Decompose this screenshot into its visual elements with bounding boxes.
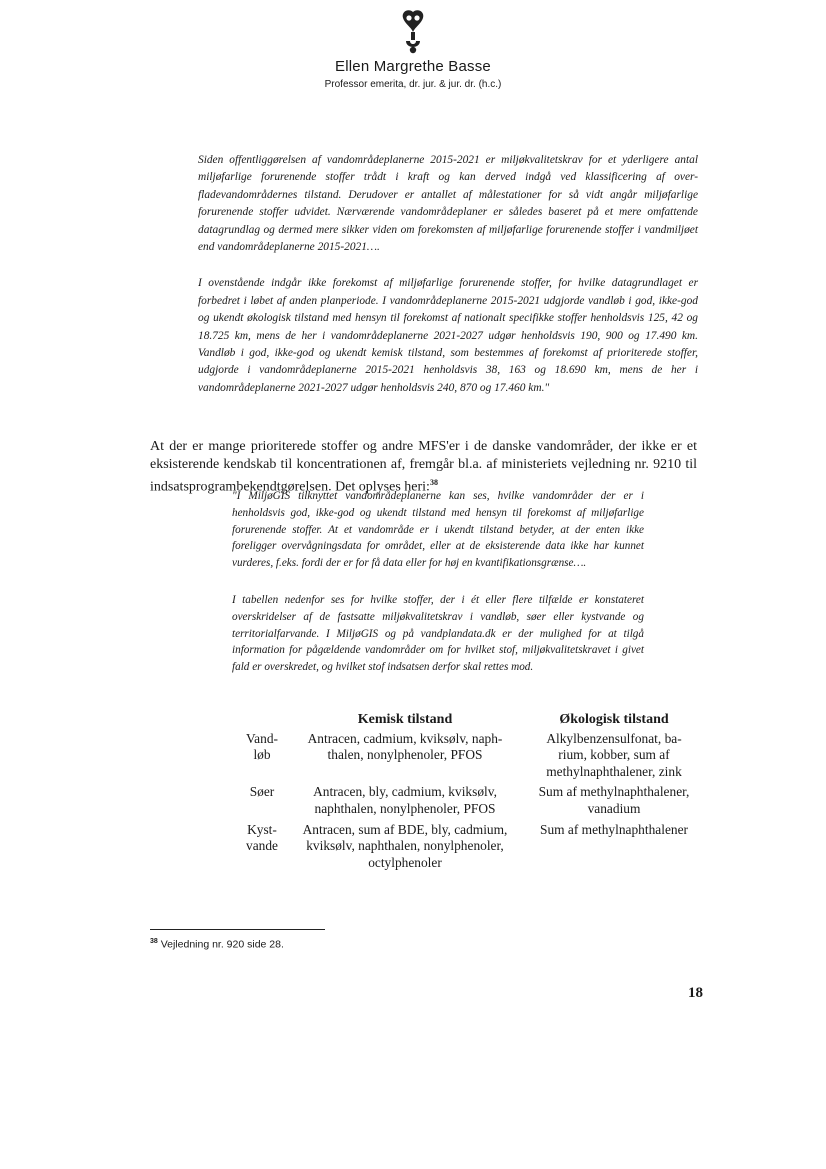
footnote-reference: 38 (429, 478, 438, 488)
row-header-cell: Vand- løb (246, 730, 278, 763)
quote-paragraph: Siden offentliggørelsen af vandområdeplanerne 2015-2021 er miljøkvalitetskrav for et yderligere antal miljøfarlige forurenende stoffer trådt i kraft og kan derved indgå ved klassificering af over-fladevandområdernes tilstand. Derudover er antallet af målestationer for så vidt angår miljøfarlige forurenende stoffer udvidet. Nærværende vandområdeplaner er således baseret på et mere omfattende datagrundlag og dermed mere sikker viden om forekomsten af miljøfarlige forurenende stoffer i vandmiljøet end vandområdeplanerne 2015-2021…. (198, 154, 698, 254)
page-number: 18 (688, 985, 703, 1001)
table-cell: Antracen, cadmium, kviksølv, naph- thalen, nonylphenoler, PFOS (307, 730, 503, 763)
quote-paragraph: "I MiljøGIS tilknyttet vandområdeplanerne kan ses, hvilke vandområder der er i henholdsvis god, ikke-god og ukendt tilstand med hensyn til forekomst af miljøfarlige forurenende stoffer. At et vandområde er i ukendt tilstand betyder, at der enten ikke foreligger overvågningsdata for området, eller at de eksisterende data ikke har kunnet vurderes, f.eks. fordi der er for få data eller for høj en kvantifikationsgrænse…. (232, 490, 644, 570)
row-header-cell: Kyst- vande (246, 821, 278, 854)
author-name: Ellen Margrethe Basse (335, 58, 491, 75)
block-quote-guidance (232, 488, 644, 676)
table-cell: Antracen, bly, cadmium, kviksølv, naphthalen, nonylphenoler, PFOS (313, 784, 497, 816)
table-row (236, 822, 706, 876)
monogram-logo-icon (397, 8, 429, 56)
body-text: At der er mange prioriterede stoffer og andre MFS'er i de danske vandområder, der ikke er et eksisterende kendskab til koncentrationen af, fremgår bl.a. af ministeriets vejledning nr. 9210 til indsatsprogrambekendtgørelsen. Det oplyses heri: (150, 439, 697, 496)
table-cell: Alkylbenzensulfonat, ba- rium, kobber, sum af methylnaphthalener, zink (546, 730, 682, 779)
quote-paragraph: I tabellen nedenfor ses for hvilke stoffer, der i ét eller flere tilfælde er konstateret overskridelser af de fastsatte miljøkvalitetskrav i vandløb, søer eller kystvande og territorialfarvande. I MiljøGIS og på vandplandata.dk er der mulighed for at tilgå information for pågældende vandområder om for hvilket stof, miljøkvalitetskravet i givet fald er overskredet, og hvilket stof indsatsen derfor skal rettes mod. (232, 593, 644, 674)
table-row (236, 784, 706, 821)
quote-paragraph: I ovenstående indgår ikke forekomst af miljøfarlige forurenende stoffer, for hvilke datagrundlaget er forbedret i løbet af anden planperiode. I vandområdeplanerne 2015-2021 udgjorde vandløb i god, ikke-god og ukendt økologisk tilstand med hensyn til forekomst af nationalt specifikke stoffer henholdsvis 125, 42 og 18.725 km, mens de her i vandområdeplanerne 2021-2027 udgør henholdsvis 190, 900 og 17.490 km. Vandløb i god, ikke-god og ukendt kemisk tilstand, som bestemmes af forekomst af prioriterede stoffer, udgjorde i vandområdeplanerne 2015-2021 henholdsvis 38, 163 og 18.690 km, mens de her i vandområdeplanerne 2021-2027 udgør henholdsvis 240, 870 og 17.460 km." (198, 277, 698, 394)
footnote (150, 938, 284, 951)
table-header-cell: Kemisk tilstand (357, 712, 453, 727)
letterhead (0, 8, 826, 90)
table-body (236, 731, 706, 876)
table-cell: Sum af methylnaphthalener, vanadium (538, 784, 690, 816)
block-quote-plans (198, 152, 698, 397)
table-header-cell: Økologisk tilstand (559, 712, 669, 727)
table-cell: Antracen, sum af BDE, bly, cadmium, kviksølv, naphthalen, nonylphenoler, octylphenoler (302, 821, 508, 870)
footnote-number: 38 (150, 938, 158, 945)
substances-table (236, 712, 706, 875)
footnote-divider (150, 929, 325, 930)
table-row (236, 731, 706, 785)
author-title: Professor emerita, dr. jur. & jur. dr. (h.c.) (324, 79, 502, 90)
footnote-text: Vejledning nr. 920 side 28. (157, 938, 284, 951)
row-header-cell: Søer (249, 784, 275, 800)
table-cell: Sum af methylnaphthalener (540, 821, 688, 837)
table-header-cell (236, 712, 288, 731)
table-header-row (236, 712, 706, 731)
